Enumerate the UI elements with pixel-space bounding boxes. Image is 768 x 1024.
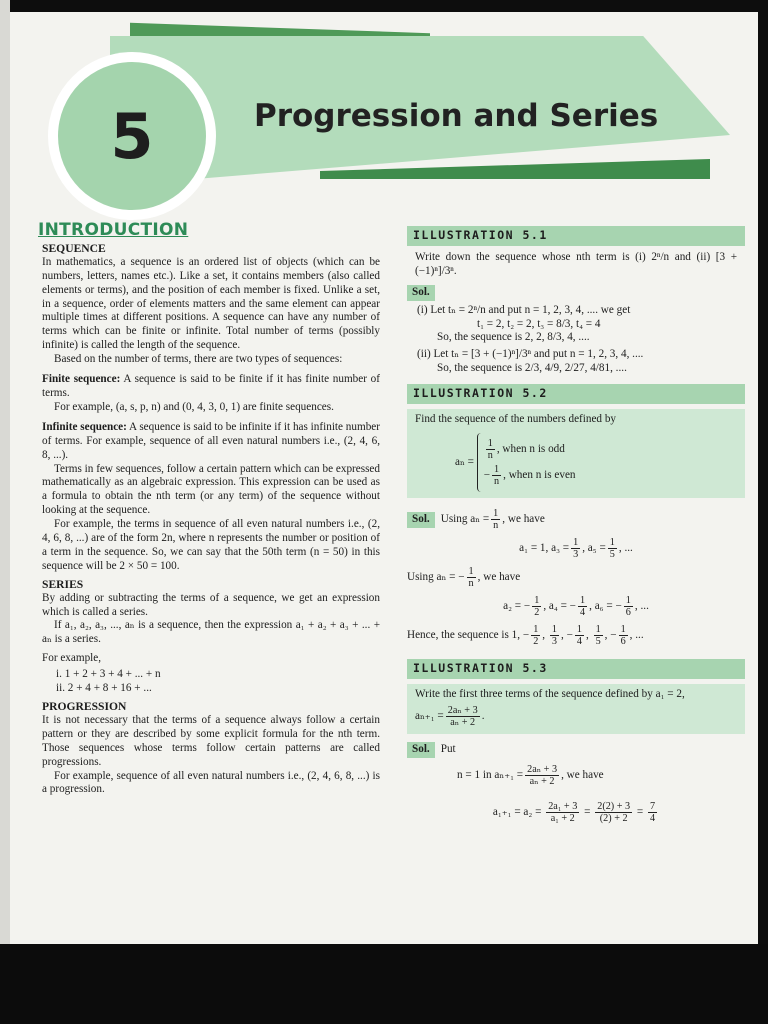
solution-line: (i) Let tₙ = 2ⁿ/n and put n = 1, 2, 3, 4, .... we get — [417, 303, 631, 316]
book-page — [10, 12, 758, 944]
fraction: $\frac{1}{6}$ — [625, 594, 631, 618]
fraction: $\frac{1}{3}$ — [573, 536, 579, 560]
fraction: $\frac{1}{5}$ — [609, 536, 615, 560]
solution-label: Sol. — [407, 512, 435, 528]
solution-line: (ii) Let tₙ = [3 + (−1)ⁿ]/3ⁿ and put n = 1, 2, 3, 4, .... — [417, 348, 644, 361]
term-text: , a₆ = − — [589, 600, 622, 613]
sequence-types-paragraph: Based on the number of terms, there are two types of sequences: — [54, 353, 343, 366]
solution-line: So, the sequence is 2/3, 4/9, 2/27, 4/81, .... — [437, 362, 627, 375]
left-column — [38, 220, 380, 797]
put-n-equals-1 — [457, 764, 745, 787]
fraction: $\frac{1}{5}$ — [595, 623, 601, 647]
using-text: Using aₙ = − — [407, 571, 465, 584]
progression-heading: PROGRESSION — [42, 700, 127, 713]
series-definition: If a₁, a₂, a₃, ..., aₙ is a sequence, then the expression a₁ + a₂ + a₃ + ... + aₙ is a series. — [42, 619, 380, 646]
chapter-number: 5 — [110, 99, 154, 173]
sequence-heading: SEQUENCE — [42, 241, 106, 255]
sequence-paragraph: In mathematics, a sequence is an ordered list of objects (which can be numbers, letters, names etc.). Like a set, it contains members (also called elements or terms), and the position of each member is fixed. Unlike a set, in a sequence, order of elements matters and the same element can appear multiple times at different positions. A sequence can have any number of terms which can be finite or infinite. Total number of terms (possibly infinite) is called the length of the sequence. — [42, 255, 380, 352]
fraction: $\frac{\text{2a₁ + 3}}{\text{a₁ + 2}}$ — [548, 800, 578, 824]
fraction: $\frac{1}{n}$ — [494, 463, 500, 487]
recurrence: aₙ₊₁ = $\frac{\text{2aₙ + 3}}{\text{aₙ + 2}}$ . — [415, 704, 485, 728]
a2-lhs: a₁₊₁ = a₂ = — [492, 805, 542, 818]
finite-paragraph — [42, 373, 380, 401]
finite-label: Finite sequence: — [42, 373, 121, 386]
put-text: Put — [440, 742, 456, 755]
term-text: a₂ = − — [503, 600, 531, 613]
solution-line: t₁ = 2, t₂ = 2, t₃ = 8/3, t₄ = 4 — [477, 317, 601, 330]
series-example-item: i. 1 + 2 + 3 + 4 + ... + n — [56, 668, 161, 681]
series-paragraph: By adding or subtracting the terms of a sequence, we get an expression which is called a series. — [42, 591, 380, 618]
fraction: $\frac{1}{4}$ — [576, 623, 582, 647]
term-text: , ... — [618, 542, 633, 555]
right-column — [407, 224, 745, 830]
fraction: $\frac{\text{2aₙ + 3}}{\text{aₙ + 2}}$ — [447, 704, 478, 728]
fraction: $\frac{1}{6}$ — [620, 623, 626, 647]
recurrence-lhs: aₙ₊₁ = — [415, 709, 444, 722]
scan-background — [0, 944, 768, 1024]
fraction: $\frac{1}{3}$ — [551, 623, 557, 647]
introduction-heading: INTRODUCTION — [38, 220, 189, 240]
hence-text: Hence, the sequence is 1, − — [407, 629, 530, 642]
illustration-5-3-label: ILLUSTRATION 5.3 — [407, 659, 745, 679]
fraction: $\frac{2(2) + 3}{(2) + 2}$ — [597, 800, 631, 824]
solution-label: Sol. — [407, 285, 435, 301]
finite-example: For example, (a, s, p, n) and (0, 4, 3, 0, 1) are finite sequences. — [54, 400, 334, 413]
n1-text: n = 1 in aₙ₊₁ = — [457, 768, 524, 781]
fraction: $\frac{1}{n}$ — [487, 437, 493, 461]
finite-text: A sequence is said to be finite if it has finite number of terms. — [42, 373, 380, 399]
series-example-list — [56, 668, 380, 696]
we-have-text: , we have — [502, 513, 545, 526]
hence-sequence: Hence, the sequence is 1, − $\frac{1}{2}$ , $\frac{1}{3}$ , − $\frac{1}{4}$ , $\frac{1}{5}$ , − $\frac{1}{6}$ , ... — [407, 623, 644, 647]
using-even — [407, 566, 745, 589]
illustration-5-3-box — [407, 684, 745, 734]
odd-terms — [407, 537, 745, 560]
series-example-label: For example, — [42, 652, 102, 665]
example-paragraph: For example, the terms in sequence of all even natural numbers i.e., (2, 4, 6, 8, ...) are of the form 2n, where n represents the number or position of a term in the sequence. So, we can say that the 50th term (n = 50) in this sequence will be 2 × 50 = 100. — [42, 518, 380, 572]
illustration-5-3-solution — [407, 742, 745, 758]
illustration-5-1-question: Write down the sequence whose nth term is (i) 2ⁿ/n and (ii) [3 + (−1)ⁿ]/3ⁿ. — [415, 250, 737, 277]
page-edge — [0, 0, 10, 944]
fraction: $\frac{1}{2}$ — [533, 623, 539, 647]
term-text: , a₄ = − — [543, 600, 576, 613]
term-text: , a₅ = — [582, 542, 606, 555]
progression-paragraph: It is not necessary that the terms of a sequence always follow a certain pattern or they are described by some explicit formula for the nth term. Those sequences whose terms follow certain patterns are called progressions. — [42, 713, 380, 768]
chapter-circle-inner — [58, 62, 206, 210]
term-text: a₁ = 1, a₃ = — [519, 542, 570, 555]
infinite-paragraph — [42, 421, 380, 463]
we-have-text: , we have — [477, 571, 521, 584]
illustration-5-1-label: ILLUSTRATION 5.1 — [407, 226, 745, 246]
illustration-5-1-solution — [407, 304, 745, 377]
cases-brace: $\frac{1}{n}$ , when n is odd − $\frac{1}{n}$ , when n is even — [477, 433, 576, 492]
fraction: $\frac{7}{4}$ — [650, 800, 656, 824]
term-text: , ... — [629, 629, 644, 642]
series-example-item: ii. 2 + 4 + 8 + 16 + ... — [56, 682, 152, 695]
illustration-5-2-solution — [407, 508, 745, 531]
solution-line: So, the sequence is 2, 2, 8/3, 4, .... — [437, 331, 590, 344]
an-label: aₙ = — [455, 456, 474, 469]
even-terms — [407, 595, 745, 618]
illustration-5-2-box — [407, 409, 745, 498]
solution-label: Sol. — [407, 742, 435, 758]
fraction: $\frac{1}{n}$ — [493, 507, 499, 531]
fraction: $\frac{\text{2aₙ + 3}}{\text{aₙ + 2}}$ — [527, 763, 558, 787]
fraction: $\frac{1}{2}$ — [534, 594, 540, 618]
progression-example: For example, sequence of all even natural numbers i.e., (2, 4, 6, 8, ...) is a progression. — [42, 769, 380, 796]
fraction: $\frac{1}{n}$ — [468, 565, 474, 589]
case-odd: , when n is odd — [496, 443, 565, 456]
illustration-5-3-question: Write the first three terms of the sequence defined by a₁ = 2, — [415, 687, 685, 700]
infinite-text: A sequence is said to be infinite if it has infinite number of terms. For example, sequence of all even natural numbers i.e., (2, 4, 6, 8, ...). — [42, 420, 380, 461]
a2-computation: a₁₊₁ = a₂ = $\frac{\text{2a₁ + 3}}{\text{a₁ + 2}}$ = $\frac{2(2) + 3}{(2) + 2}$ = $\frac{7}{4}$ — [492, 800, 656, 824]
we-have-text: , we have — [561, 768, 604, 781]
case-even: , when n is even — [503, 469, 576, 482]
fraction: $\frac{1}{4}$ — [580, 594, 586, 618]
illustration-5-2-label: ILLUSTRATION 5.2 — [407, 384, 745, 404]
illustration-5-2-question: Find the sequence of the numbers defined by — [415, 413, 617, 426]
pattern-paragraph: Terms in few sequences, follow a certain pattern which can be expressed mathematically as an algebraic expression. This expression can be used as a formula to obtain the nth term (or any term) of the sequence without looking at the sequence. — [42, 462, 380, 517]
term-text: , ... — [634, 600, 649, 613]
using-text: Using aₙ = — [440, 513, 490, 526]
infinite-label: Infinite sequence: — [42, 420, 127, 433]
series-heading: SERIES — [42, 577, 84, 591]
piecewise-definition — [455, 433, 737, 492]
chapter-title: Progression and Series — [254, 98, 659, 134]
